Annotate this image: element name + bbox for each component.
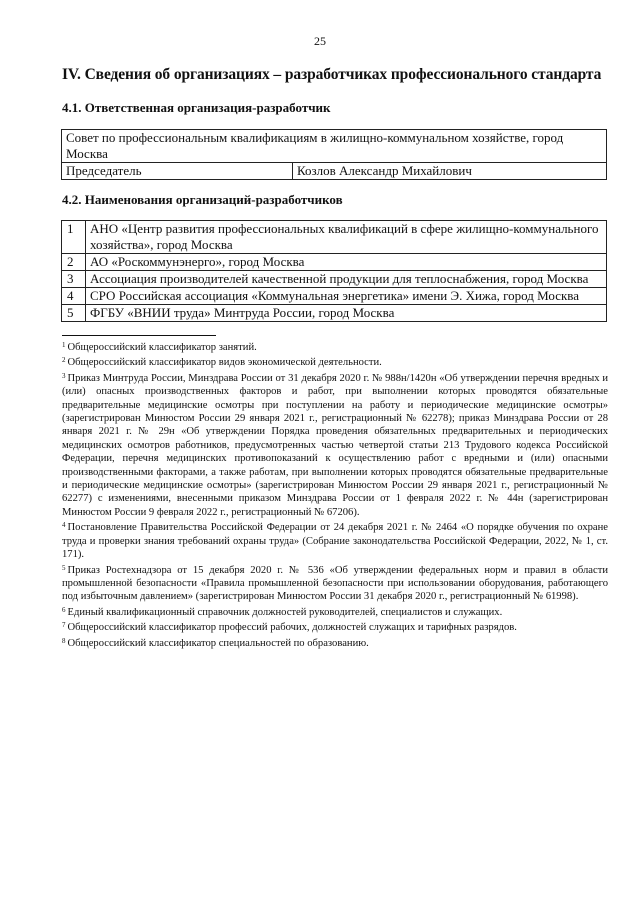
footnote-text: Единый квалификационный справочник должностей руководителей, специалистов и служащих. [67, 606, 503, 618]
footnote-6 [62, 604, 608, 619]
table-row [62, 305, 607, 322]
footnote-1 [62, 339, 608, 354]
footnote-7 [62, 619, 608, 634]
section-title: IV. Сведения об организациях – разработчиках профессионального стандарта [62, 66, 602, 83]
table-row [62, 221, 607, 254]
chairman-name: Козлов Александр Михайлович [293, 163, 607, 180]
responsible-org-row [62, 130, 607, 163]
row-number: 1 [62, 221, 86, 254]
row-number: 3 [62, 271, 86, 288]
organization-name: СРО Российская ассоциация «Коммунальная энергетика» имени Э. Хижа, город Москва [86, 288, 607, 305]
organization-name: ФГБУ «ВНИИ труда» Минтруда России, город Москва [86, 305, 607, 322]
footnote-mark: 2 [62, 356, 66, 365]
footnote-mark: 8 [62, 636, 66, 645]
footnote-5 [62, 562, 608, 604]
row-number: 4 [62, 288, 86, 305]
footnote-8 [62, 635, 608, 650]
footnote-text: Общероссийский классификатор профессий рабочих, должностей служащих и тарифных разрядов. [67, 622, 517, 634]
chairman-role: Председатель [62, 163, 293, 180]
table-row [62, 271, 607, 288]
organization-name: АНО «Центр развития профессиональных квалификаций в сфере жилищно-коммунального хозяйства», город Москва [86, 221, 607, 254]
footnote-mark: 5 [62, 563, 66, 572]
footnote-2 [62, 354, 608, 369]
developer-orgs-title: 4.2. Наименования организаций-разработчиков [62, 192, 343, 207]
footnote-mark: 7 [62, 621, 66, 630]
footnote-text: Приказ Минтруда России, Минздрава России от 31 декабря 2020 г. № 988н/1420н «Об утверждении перечня вредных и (или) опасных производственных факторов и работ, при выполнении которых проводятся обязательные предварительные медицинские осмотры при поступлении на работу и периодические медицинские осмотры» (зарегистрирован Минюстом России 29 января 2021 г., регистрационный № 62278); приказ Минздрава России от 28 января 2021 г. № 29н «Об утверждении Порядка проведения обязательных предварительных и периодических медицинских осмотров работников, предусмотренных частью четвертой статьи 213 Трудового кодекса Российской Федерации, перечня медицинских противопоказаний к осуществлению работ с вредными и (или) опасными производственными факторами, а также работам, при выполнении которых проводятся обязательные предварительные и периодические медицинские осмотры» (зарегистрирован Минюстом России 29 января 2021 г., регистрационный № 62277) с изменениями, внесенными приказом Минздрава России от 1 февраля 2022 г. № 44н (зарегистрирован Минюстом России 9 февраля 2022 г., регистрационный № 67206). [62, 372, 608, 518]
page-number: 25 [314, 34, 326, 48]
footnote-mark: 4 [62, 521, 66, 530]
responsible-org-table [61, 129, 607, 180]
footnote-text: Приказ Ростехнадзора от 15 декабря 2020 г. № 536 «Об утверждении федеральных норм и правил в области промышленной безопасности «Правила промышленной безопасности при использовании оборудования, работающего под избыточным давлением» (зарегистрирован Минюстом России 31 декабря 2020 г., регистрационный № 61998). [62, 564, 608, 603]
row-number: 5 [62, 305, 86, 322]
footnotes [62, 339, 608, 650]
organization-name: АО «Роскоммунэнерго», город Москва [86, 254, 607, 271]
table-row [62, 254, 607, 271]
footnote-mark: 3 [62, 371, 66, 380]
footnote-text: Общероссийский классификатор видов экономической деятельности. [67, 357, 382, 369]
developer-orgs-table [61, 220, 607, 322]
footnote-4 [62, 519, 608, 561]
responsible-org-name: Совет по профессиональным квалификациям в жилищно-коммунальном хозяйстве, город Москва [62, 130, 607, 163]
footnote-text: Общероссийский классификатор занятий. [67, 342, 257, 353]
table-row [62, 288, 607, 305]
footnote-separator [62, 335, 216, 336]
footnote-text: Постановление Правительства Российской Федерации от 24 декабря 2021 г. № 2464 «О порядке обучения по охране труда и проверки знания требований охраны труда» (Собрание законодательства Российской Федерации, 2022, № 1, ст. 171). [62, 522, 608, 561]
footnote-mark: 1 [62, 341, 66, 349]
responsible-org-title: 4.1. Ответственная организация-разработчик [62, 100, 331, 115]
footnote-mark: 6 [62, 605, 66, 614]
row-number: 2 [62, 254, 86, 271]
footnote-3 [62, 370, 608, 519]
footnote-text: Общероссийский классификатор специальностей по образованию. [67, 637, 369, 649]
chairman-row [62, 163, 607, 180]
organization-name: Ассоциация производителей качественной продукции для теплоснабжения, город Москва [86, 271, 607, 288]
